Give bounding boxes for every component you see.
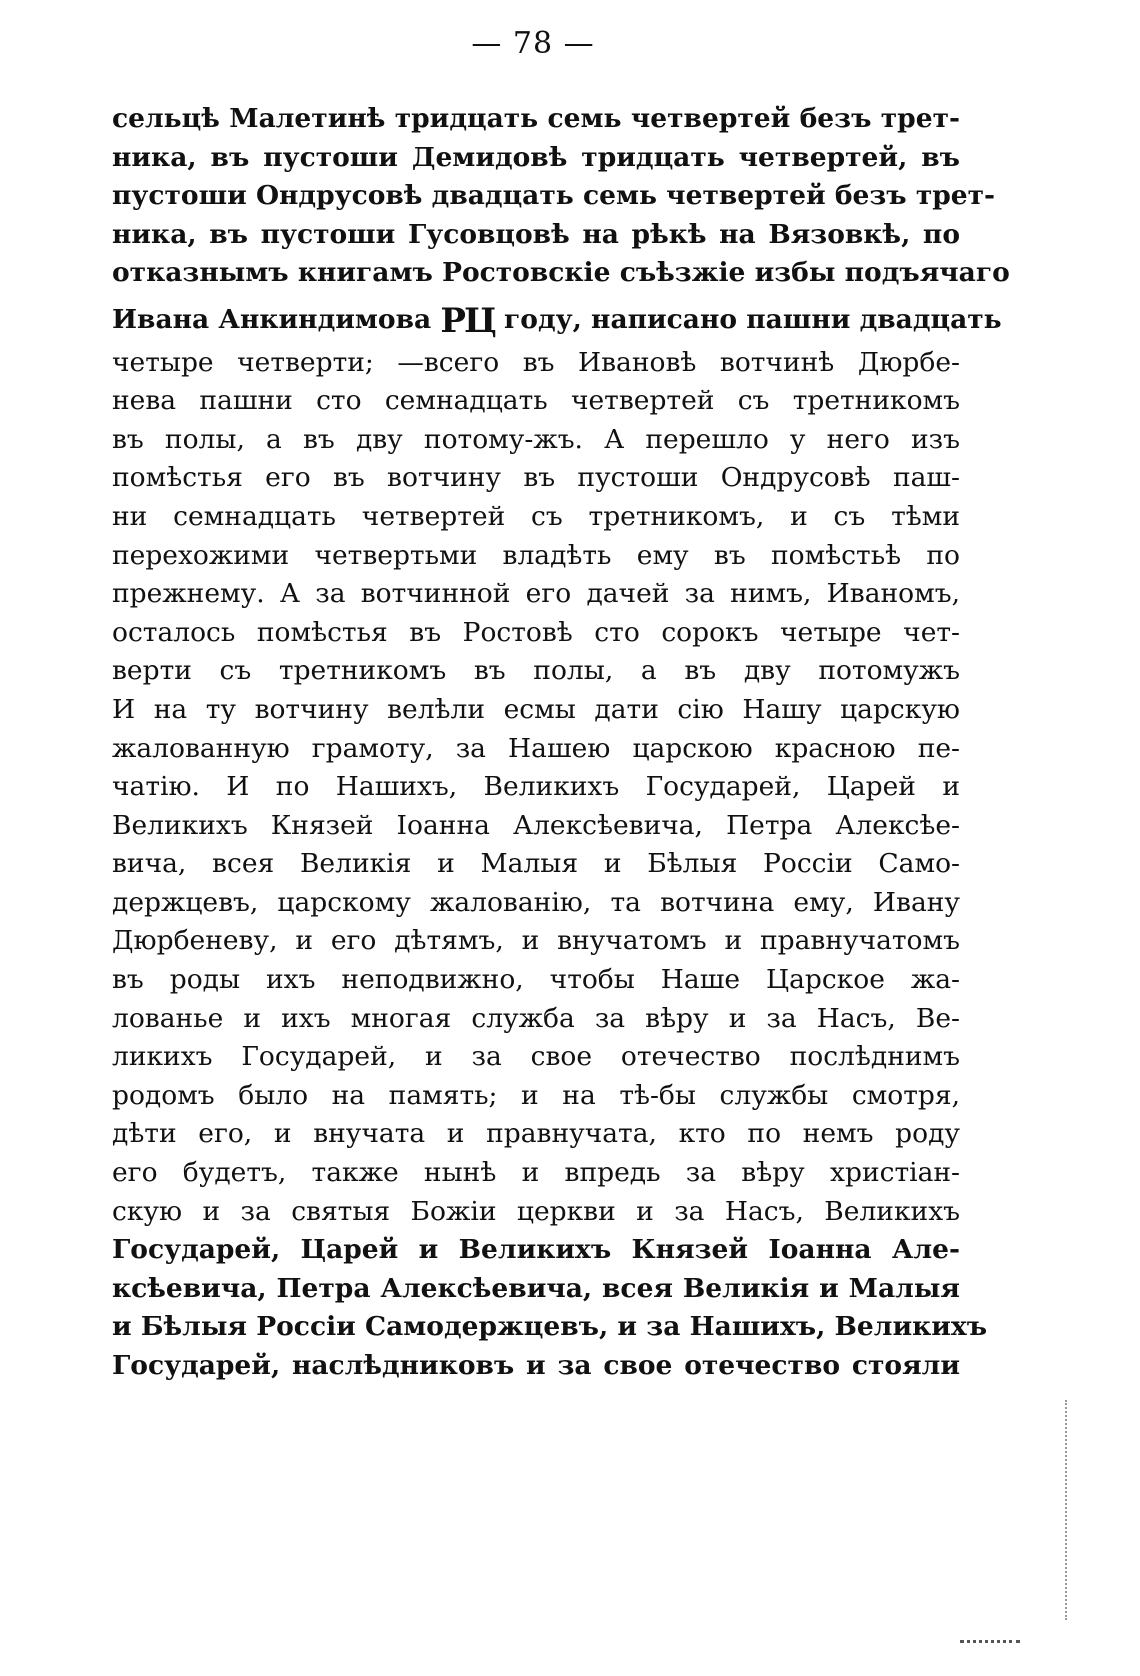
- text-line: перехожими четвертьми владѣть ему въ помѣстьѣ по: [112, 539, 960, 571]
- text-line: и Бѣлыя Россіи Самодержцевъ, и за Нашихъ, Великихъ: [112, 1311, 988, 1343]
- text-line: нева пашни сто семнадцать четвертей съ третникомъ: [112, 385, 960, 417]
- text-line: въ роды ихъ неподвижно, чтобы Наше Царское жа-: [112, 964, 960, 996]
- text-line: вича, всея Великія и Малыя и Бѣлыя Россіи Само-: [112, 848, 960, 880]
- text-line: И на ту вотчину велѣли есмы дати сію Нашу царскую: [112, 693, 960, 725]
- text-line: прежнему. А за вотчинной его дачей за нимъ, Иваномъ,: [112, 578, 960, 610]
- text-line: въ полы, а въ дву потому-жъ. А перешло у него изъ: [112, 423, 960, 455]
- body-text: [112, 100, 1010, 1386]
- text-line: четыре четверти; —всего въ Ивановѣ вотчинѣ Дюрбе-: [112, 346, 960, 378]
- text-line-before-year: Ивана Анкиндимова: [112, 303, 441, 335]
- text-line: ника, въ пустоши Гусовцовѣ на рѣкѣ на Вязовкѣ, по: [112, 218, 960, 250]
- year-numeral: РЦ: [440, 300, 495, 341]
- page-number: — 78 —: [471, 26, 595, 61]
- scan-edge-mark: [1065, 1400, 1070, 1620]
- text-line: ликихъ Государей, и за свое отечество послѣднимъ: [112, 1041, 960, 1073]
- text-line-after-year: году, написано пашни двадцать: [494, 303, 1002, 335]
- text-line: его будетъ, также нынѣ и впредь за вѣру христіан-: [112, 1157, 960, 1189]
- text-line: ксѣевича, Петра Алексѣевича, всея Великія и Малыя: [112, 1272, 960, 1304]
- scan-foot-mark: [960, 1636, 1020, 1643]
- text-line: жалованную грамоту, за Нашею царскою красною пе-: [112, 732, 960, 764]
- text-line: держцевъ, царскому жалованію, та вотчина ему, Ивану: [112, 886, 960, 918]
- text-line: пустоши Ондрусовѣ двадцать семь четвертей безъ трет-: [112, 180, 996, 212]
- text-line: Государей, Царей и Великихъ Князей Іоанна Але-: [112, 1234, 960, 1266]
- text-line: родомъ было на память; и на тѣ-бы службы смотря,: [112, 1079, 960, 1111]
- text-line: скую и за святыя Божіи церкви и за Насъ, Великихъ: [112, 1195, 960, 1227]
- text-line: ника, въ пустоши Демидовѣ тридцать четвертей, въ: [112, 141, 960, 173]
- text-line: [112, 300, 1002, 341]
- text-line: верти съ третникомъ въ полы, а въ дву потомужъ: [112, 655, 960, 687]
- text-line: помѣстья его въ вотчину въ пустоши Ондрусовѣ паш-: [112, 462, 960, 494]
- text-line: осталось помѣстья въ Ростовѣ сто сорокъ четыре чет-: [112, 616, 960, 648]
- text-line: ни семнадцать четвертей съ третникомъ, и съ тѣми: [112, 500, 960, 532]
- text-line: Государей, наслѣдниковъ и за свое отечество стояли: [112, 1350, 960, 1381]
- text-line: лованье и ихъ многая служба за вѣру и за Насъ, Ве-: [112, 1002, 960, 1034]
- text-line: Дюрбеневу, и его дѣтямъ, и внучатомъ и правнучатомъ: [112, 925, 960, 957]
- text-line: сельцѣ Малетинѣ тридцать семь четвертей безъ трет-: [112, 103, 960, 134]
- text-line: Великихъ Князей Іоанна Алексѣевича, Петра Алексѣе-: [112, 809, 960, 841]
- text-line: отказнымъ книгамъ Ростовскіе съѣзжіе избы подъячаго: [112, 257, 1010, 289]
- text-line: дѣти его, и внучата и правнучата, кто по немъ роду: [112, 1118, 960, 1150]
- text-line: чатію. И по Нашихъ, Великихъ Государей, Царей и: [112, 771, 960, 803]
